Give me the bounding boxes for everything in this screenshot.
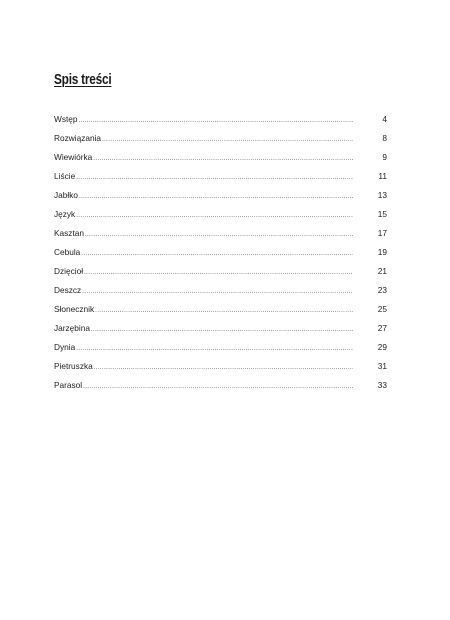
toc-entry-label: Kasztan <box>54 228 84 238</box>
toc-entry-label: Jarzębina <box>54 323 90 333</box>
toc-entry-liscie[interactable] <box>54 171 387 190</box>
dot-leader <box>76 346 353 352</box>
toc-entry-page-number: 19 <box>377 247 387 257</box>
toc-entry-label: Wstęp <box>54 114 78 124</box>
dot-leader <box>79 118 353 124</box>
toc-entry-page-number: 8 <box>382 133 387 143</box>
toc-entry-jarzebina[interactable] <box>54 323 387 342</box>
toc-entry-label: Jabłko <box>54 190 78 200</box>
toc-entry-dzieciol[interactable] <box>54 266 387 285</box>
toc-entry-slonecznik[interactable] <box>54 304 387 323</box>
dot-leader <box>81 251 353 257</box>
toc-entry-label: Wiewiórka <box>54 152 93 162</box>
toc-entry-page-number: 11 <box>378 171 387 181</box>
toc-entry-page-number: 21 <box>377 266 387 276</box>
toc-entry-label: Cebula <box>54 247 81 257</box>
toc-entry-label: Rozwiązania <box>54 133 102 143</box>
toc-entry-page-number: 4 <box>382 114 387 124</box>
toc-entry-page-number: 23 <box>377 285 387 295</box>
toc-entry-page-number: 33 <box>377 380 387 390</box>
dot-leader <box>83 384 353 390</box>
dot-leader <box>79 194 353 200</box>
toc-entry-page-number: 27 <box>377 323 387 333</box>
dot-leader <box>91 327 353 333</box>
toc-entry-label: Dzięcioł <box>54 266 84 276</box>
dot-leader <box>102 137 353 143</box>
toc-list <box>54 114 387 399</box>
dot-leader <box>85 232 353 238</box>
toc-entry-kasztan[interactable] <box>54 228 387 247</box>
toc-entry-page-number: 13 <box>377 190 387 200</box>
toc-entry-deszcz[interactable] <box>54 285 387 304</box>
dot-leader <box>95 308 353 314</box>
dot-leader <box>93 156 353 162</box>
toc-entry-page-number: 25 <box>377 304 387 314</box>
toc-entry-wstep[interactable] <box>54 114 387 133</box>
toc-entry-label: Pietruszka <box>54 361 93 371</box>
dot-leader <box>76 175 353 181</box>
toc-entry-jablko[interactable] <box>54 190 387 209</box>
dot-leader <box>94 365 353 371</box>
dot-leader <box>84 270 353 276</box>
toc-entry-page-number: 15 <box>377 209 387 219</box>
toc-entry-label: Język <box>54 209 76 219</box>
toc-title: Spis treści <box>54 72 112 88</box>
toc-entry-page-number: 9 <box>382 152 387 162</box>
toc-entry-dynia[interactable] <box>54 342 387 361</box>
toc-entry-label: Liście <box>54 171 76 181</box>
toc-entry-pietruszka[interactable] <box>54 361 387 380</box>
toc-entry-page-number: 17 <box>377 228 387 238</box>
toc-entry-cebula[interactable] <box>54 247 387 266</box>
toc-entry-label: Parasol <box>54 380 83 390</box>
toc-entry-jezyk[interactable] <box>54 209 387 228</box>
dot-leader <box>82 289 353 295</box>
toc-entry-label: Słonecznik <box>54 304 95 314</box>
toc-entry-label: Deszcz <box>54 285 82 295</box>
toc-entry-page-number: 29 <box>377 342 387 352</box>
toc-entry-wiewiorka[interactable] <box>54 152 387 171</box>
toc-entry-rozwiazania[interactable] <box>54 133 387 152</box>
toc-entry-parasol[interactable] <box>54 380 387 399</box>
toc-entry-page-number: 31 <box>377 361 387 371</box>
toc-entry-label: Dynia <box>54 342 76 352</box>
dot-leader <box>76 213 353 219</box>
